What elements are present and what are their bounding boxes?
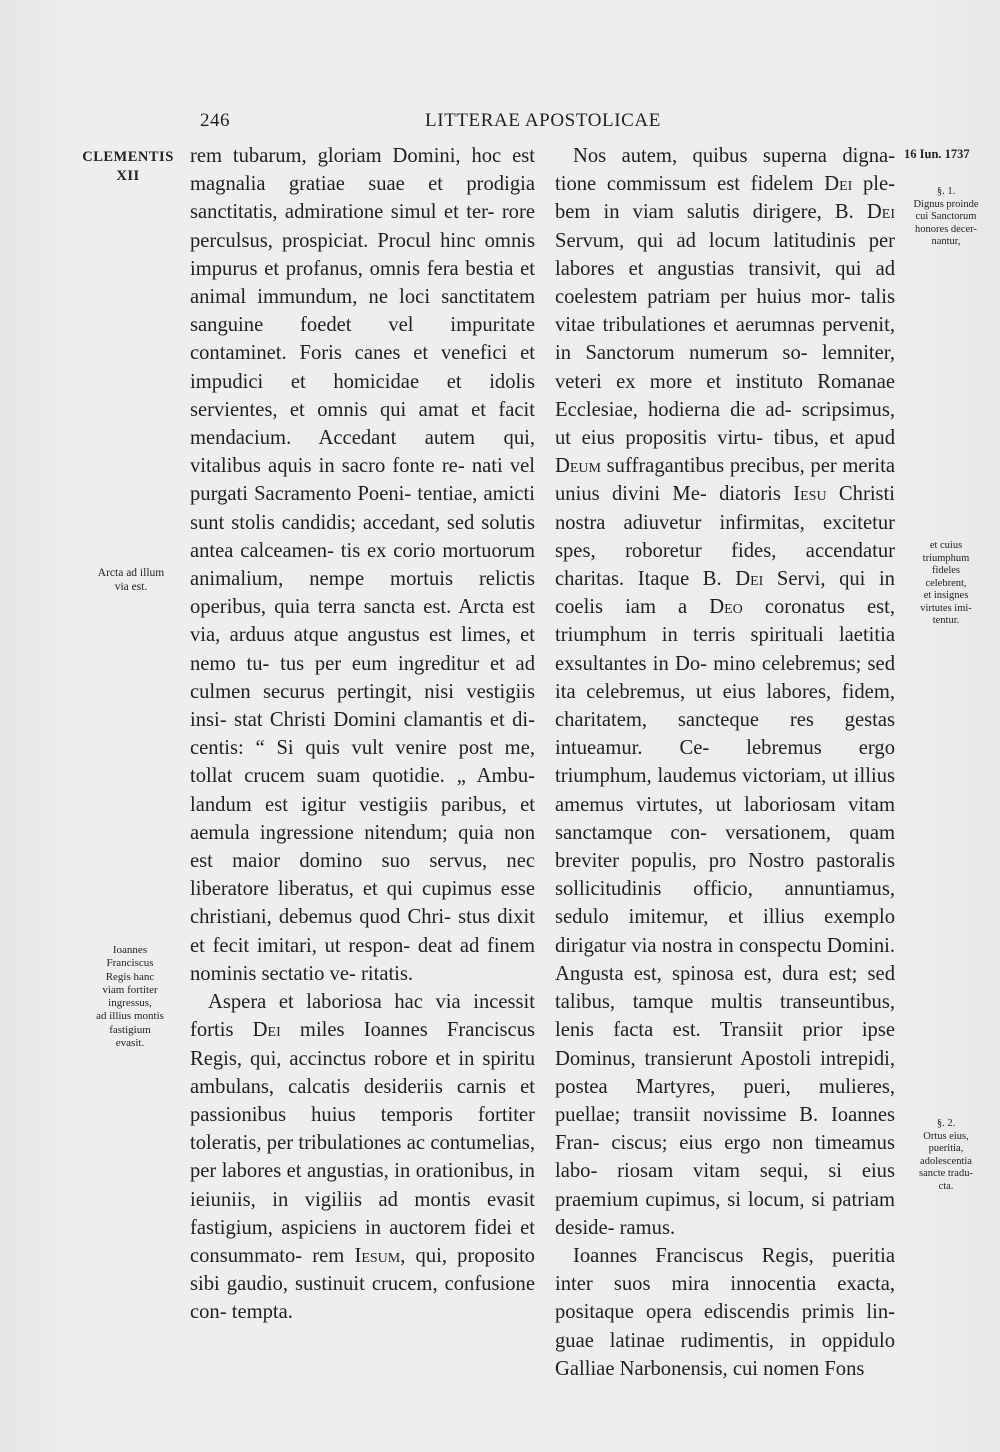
paragraph: Ioannes Franciscus Regis, pueritia inter suos mira innocentia exacta, positaque opera ediscendis primis lin- guae latinae rudimentis, in oppidulo Galliae Narbonensis, cui nomen Fons — [555, 1244, 895, 1380]
margin-note-ioannes: Ioannes Franciscus Regis hanc viam fortiter ingressus, ad illius montis fastigium evasit. — [96, 944, 164, 1050]
margin-note-triumphum: et cuius triumphum fideles celebrent, et insignes virtutes imi- tentur. — [920, 540, 972, 626]
margin-note-section-2: §. 2. Ortus eius, pueritia, adolescentia sancte tradu- cta. — [919, 1118, 973, 1192]
margin-heading-left: CLEMENTIS XII — [82, 149, 174, 184]
text-column-left — [190, 142, 535, 1327]
margin-note-section-1: §. 1. Dignus proinde cui Sanctorum honores decer- nantur, — [913, 186, 979, 247]
paragraph: Nos autem, quibus superna digna- tione commissum est fidelem Dei ple- bem in viam salutis dirigere, B. Dei Servum, qui ad locum latitudinis per labores et angustias transivit, qui ad coelestem patriam per huius mor- talis vitae tribulationes et aerumnas pervenit, in Sanctorum numerum so- lemniter, veteri ex more et instituto Romanae Ecclesiae, hodierna die ad- scripsimus, ut eius propositis virtu- tibus, et apud Deum suffragantibus precibus, per merita unius divini Me- diatoris Iesu Christi nostra adiuvetur infirmitas, excitetur spes, roboretur fides, accendatur charitas. Itaque B. Dei Servi, qui in coelis iam a Deo coronatus est, triumphum in terris spirituali laetitia exsultantes in Do- mino celebremus; sed ita celebremus, ut eius labores, fidem, charitatem, sancteque res gestas intueamur. Ce- lebremus ergo triumphum, laudemus victoriam, ut illius amemus virtutes, ut laboriosam vitam sanctamque con- versationem, quam breviter populis, pro Nostro pastoralis sollicitudinis officio, annuntiamus, sedulo imitemur, et illius exemplo dirigatur via nostra in conspectu Domini. Angusta est, spinosa est, dura est; sed talibus, tamque multis transeuntibus, lenis facta est. Transiit prior ipse Dominus, transierunt Apostoli intrepidi, postea Martyres, pueri, mulieres, puellae; transiit novissime B. Ioannes Fran- ciscus; eius ergo non timeamus labo- riosam vitam sequi, si eius praemium cupimus, si locum, si patriam deside- ramus. — [555, 145, 896, 1239]
margin-note-arcta: Arcta ad illum via est. — [97, 567, 165, 593]
page-number: 246 — [200, 110, 230, 131]
paragraph: rem tubarum, gloriam Domini, hoc est magnalia gratiae suae et prodigia sanctitatis, admiratione simul et ter- rore perculsus, prospiciat. Procul hinc omnis impurus et profanus, omnis fera bestia et animal immundum, ne loci sanctitatem sanguine foedet vel impuritate contaminet. Foris canes et venefici et impudici et homicidae et idolis servientes, et omnis qui amat et facit mendacium. Accedant autem qui, vitalibus aquis in sacro fonte re- nati vel purgati Sacramento Poeni- tentiae, amicti sunt stolis candidis; accedant, sed solutis antea calceamen- tis ex corio mortuorum animalium, nempe mortuis relictis operibus, quia terra sancta est. Arcta est via, arduus atque angustus est limes, et nemo tu- tus per eum ingreditur et ad culmen securus pertingit, nisi vestigiis insi- stat Christi Domini clamantis et di- centis: “ Si quis vult venire post me, tollat crucem suam quotidie. „ Ambu- landum est igitur vestigiis paribus, et aemula ingressione nitendum; quia non est maior domino suo servus, nec liberatore liberatus, et qui cupimus esse christiani, debemus quod Chri- stus dixit et fecit imitari, ut respon- deat ad finem nominis sectatio ve- ritatis. — [190, 145, 536, 985]
running-title: LITTERAE APOSTOLICAE — [425, 110, 661, 131]
page-header — [200, 110, 890, 140]
text-column-right — [555, 142, 895, 1383]
paragraph: Aspera et laboriosa hac via incessit fortis Dei miles Ioannes Franciscus Regis, qui, accinctus robore et in spiritu ambulans, calcatis desideriis carnis et passionibus huius temporis fortiter toleratis, per tribulationes ac contumelias, per labores et angustias, in orationibus, in ieiuniis, in vigiliis ad montis evasit fastigium, aspiciens in auctorem fidei et consummato- rem Iesum, qui, proposito sibi gaudio, sustinuit crucem, confusione con- tempta. — [190, 991, 536, 1324]
margin-date: 16 Iun. 1737 — [904, 147, 970, 161]
